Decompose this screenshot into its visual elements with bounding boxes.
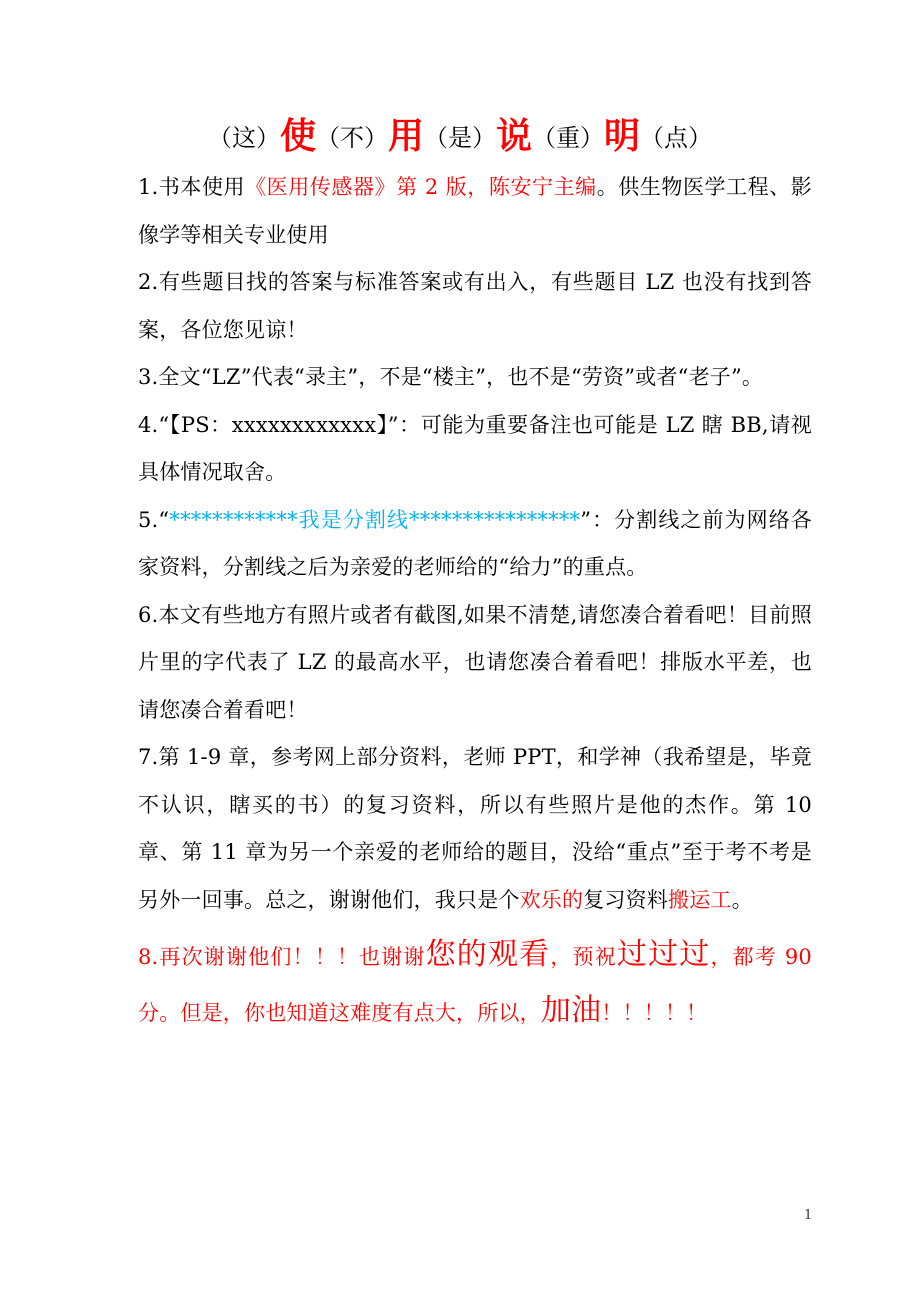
note-7-part-1: 7.第 1-9 章，参考网上部分资料，老师 PPT，和学神（我希望是，毕竟不认识，瞎买的书）的复习资料，所以有些照片是他的杰作。第 10 章、第 11 章为另一个亲爱的老师给的题目，没给“重点”至于考不考是另外一回事。总之，谢谢他们，我只是个 — [138, 745, 812, 912]
page-number: 1 — [804, 1208, 813, 1223]
note-item-7 — [138, 734, 812, 924]
note-8-end: ！！！！！ — [601, 1001, 708, 1025]
note-8-part-1: 8.再次谢谢他们！！！也谢谢 — [138, 945, 426, 969]
note-1-suffix: 。供生物医学工程、影像学等相关专业使用 — [138, 175, 813, 247]
note-item-6: 6.本文有些地方有照片或者有截图,如果不清楚,请您凑合着看吧！目前照片里的字代表了 LZ 的最高水平，也请您凑合着看吧！排版水平差，也请您凑合着看吧！ — [138, 602, 812, 722]
note-item-5 — [138, 497, 812, 592]
title-word-1: 使 — [279, 115, 316, 157]
note-item-8 — [138, 928, 812, 1040]
watch-highlight: 您的观看 — [425, 937, 551, 972]
mover-highlight: 搬运工 — [668, 887, 732, 912]
divider-marker: ************我是分割线**************** — [169, 507, 581, 532]
note-1-prefix: 1.书本使用 — [138, 175, 246, 199]
title-word-2: 用 — [387, 115, 424, 157]
note-5-suffix: ”：分割线之前为网络各家资料，分割线之后为亲爱的老师给的“给力”的重点。 — [138, 507, 812, 579]
title-bracket-2: （不） — [315, 124, 388, 152]
note-item-2: 2.有些题目找的答案与标准答案或有出入，有些题目 LZ 也没有找到答案，各位您见谅！ — [138, 270, 812, 342]
notes-body — [138, 164, 812, 1040]
title-bracket-1: （这） — [207, 124, 280, 152]
pass-highlight: 过过过 — [616, 937, 711, 972]
note-5-prefix: 5.“ — [138, 507, 170, 532]
book-reference: 《医用传感器》第 2 版，陈安宁主编 — [245, 175, 597, 199]
note-7-part-2: 复习资料 — [583, 887, 669, 912]
title-bracket-4: （重） — [532, 124, 605, 152]
page-title — [0, 112, 920, 162]
title-word-4: 明 — [604, 115, 641, 157]
title-bracket-5: （点） — [640, 124, 713, 152]
note-item-1 — [138, 164, 812, 259]
note-item-4: 4.“【PS：xxxxxxxxxxxx】”：可能为重要备注也可能是 LZ 瞎 BB,请视具体情况取舍。 — [138, 412, 812, 484]
cheer-highlight: 加油 — [540, 993, 602, 1028]
happy-highlight: 欢乐的 — [519, 887, 584, 912]
note-7-end: 。 — [731, 887, 753, 912]
note-8-part-3: ，都考 90 分。但是，你也知道这难度有点大，所以， — [138, 945, 812, 1025]
note-8-part-2: ，预祝 — [550, 945, 617, 969]
title-bracket-3: （是） — [424, 124, 496, 152]
title-word-3: 说 — [496, 115, 533, 157]
note-item-3: 3.全文“LZ”代表“录主”，不是“楼主”，也不是“劳资”或者“老子”。 — [138, 365, 764, 389]
